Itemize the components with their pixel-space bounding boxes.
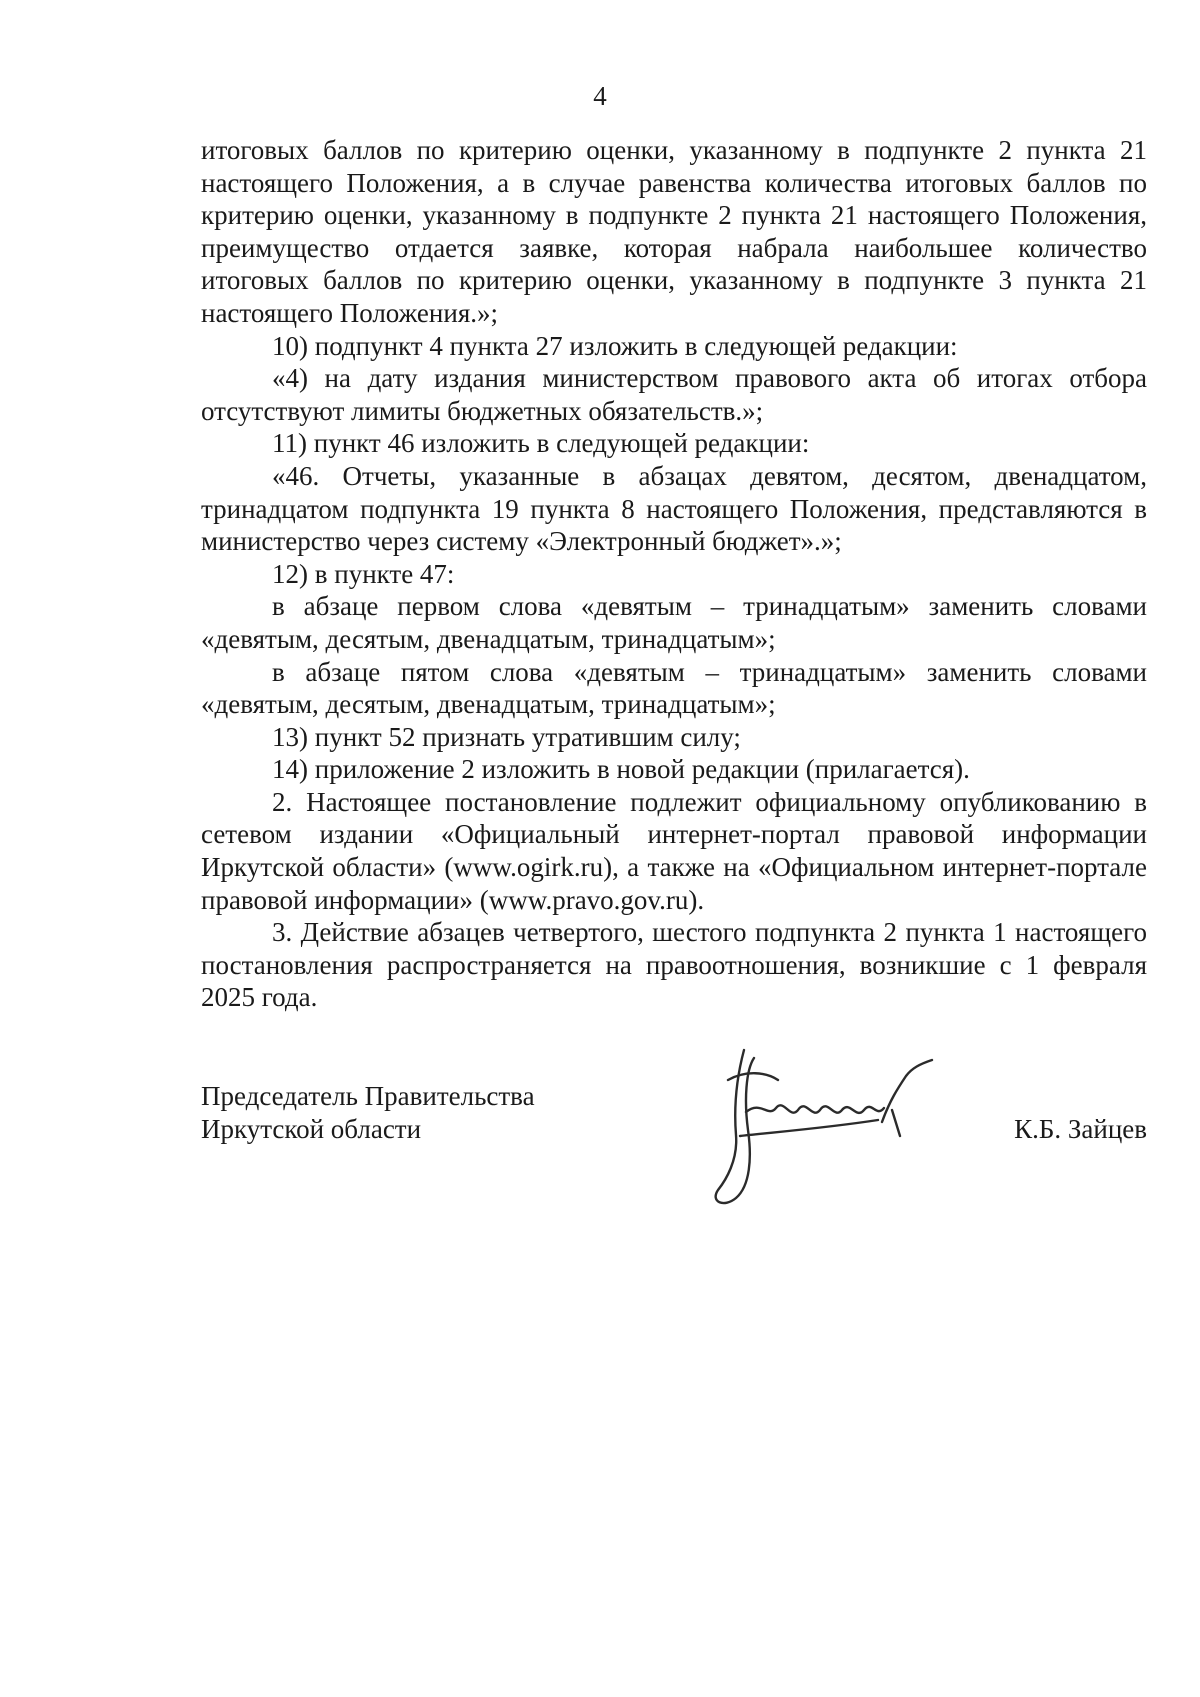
paragraph-item-11: 11) пункт 46 изложить в следующей редакции: xyxy=(272,428,810,459)
position-line-2: Иркутской области xyxy=(201,1113,422,1144)
signatory-name: К.Б. Зайцев xyxy=(1014,1114,1147,1144)
paragraph-item-12: 12) в пункте 47: xyxy=(272,558,455,589)
paragraph-item-10-text: «4) на дату издания министерством правового акта об итогах отбора отсутствуют лимиты бюджетных обязательств.»; xyxy=(201,363,1147,426)
paragraph-item-12-first: в абзаце первом слова «девятым – тринадцатым» заменить словами «девятым, десятым, двенадцатым, тринадцатым»; xyxy=(201,591,1147,654)
page-number: 4 xyxy=(593,81,607,111)
signatory-position xyxy=(201,1080,535,1145)
signature-block xyxy=(201,1080,1147,1220)
paragraph-item-11-text: «46. Отчеты, указанные в абзацах девятом, десятом, двенадцатом, тринадцатом подпункта 19 пункта 8 настоящего Положения, представляются в министерство через систему «Электронный бюджет».»; xyxy=(201,460,1147,557)
handwritten-signature xyxy=(706,1040,946,1210)
paragraph-continuation: итоговых баллов по критерию оценки, указанному в подпункте 2 пункта 21 настоящего Положения, а в случае равенства количества итоговых баллов по критерию оценки, указанному в подпункте 2 пункта 21 настоящего Положения, преимущество отдается заявке, которая набрала наибольшее количество итоговых баллов по критерию оценки, указанному в подпункте 3 пункта 21 настоящего Положения.»; xyxy=(201,135,1147,328)
paragraph-item-10: 10) подпункт 4 пункта 27 изложить в следующей редакции: xyxy=(272,330,958,361)
paragraph-item-12-fifth: в абзаце пятом слова «девятым – тринадцатым» заменить словами «девятым, десятым, двенадцатым, тринадцатым»; xyxy=(201,656,1147,720)
position-line-1: Председатель Правительства xyxy=(201,1081,535,1111)
paragraph-section-2: 2. Настоящее постановление подлежит официальному опубликованию в сетевом издании «Официальный интернет-портал правовой информации Иркутской области» (www.ogirk.ru), а также на «Официальном интернет-портале правовой информации» (www.pravo.gov.ru). xyxy=(201,786,1147,915)
document-body xyxy=(201,134,1147,1014)
paragraph-item-14: 14) приложение 2 изложить в новой редакции (прилагается). xyxy=(272,754,970,785)
paragraph-section-3: 3. Действие абзацев четвертого, шестого подпункта 2 пункта 1 настоящего постановления распространяется на правоотношения, возникшие с 1 февраля 2025 года. xyxy=(201,917,1147,1013)
paragraph-item-13: 13) пункт 52 признать утратившим силу; xyxy=(272,721,741,752)
